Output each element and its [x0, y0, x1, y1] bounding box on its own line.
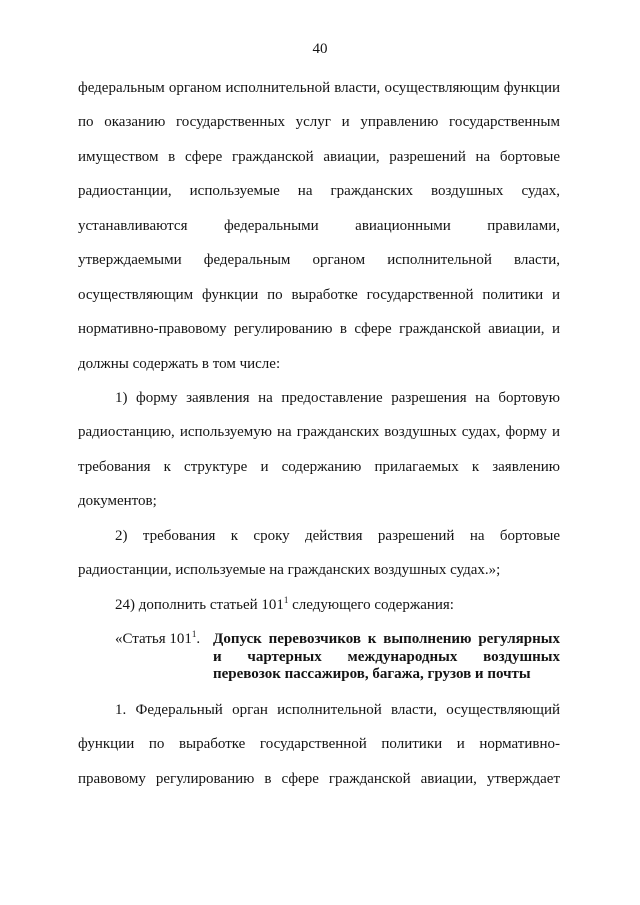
text-line: устанавливаются федеральными авиационными правилами,	[78, 218, 560, 234]
text-line: федеральным органом исполнительной власти, осуществляющим функции	[78, 80, 560, 96]
text-line: 1. Федеральный орган исполнительной власти, осуществляющий	[115, 702, 560, 718]
text-line: 24) дополнить статьей $101^1$ следующего содержания:	[115, 595, 454, 613]
text-line: нормативно-правовому регулированию в сфере гражданской авиации, и	[78, 321, 560, 337]
page-number: 40	[312, 41, 328, 57]
text-line: функции по выработке государственной политики и нормативно-	[78, 736, 560, 752]
text-line: документов;	[78, 493, 157, 509]
text-line: правовому регулированию в сфере гражданской авиации, утверждает	[78, 771, 560, 787]
text-line: имуществом в сфере гражданской авиации, разрешений на бортовые	[78, 149, 560, 165]
text-line: радиостанцию, используемую на гражданских воздушных судах, форму и	[78, 424, 560, 440]
article-number: «Статья $101^1$.	[115, 629, 201, 647]
text-line: должны содержать в том числе:	[78, 356, 281, 372]
text-line: требования к структуре и содержанию прилагаемых к заявлению	[78, 459, 560, 475]
article-title	[213, 631, 560, 684]
text-line: утверждаемыми федеральным органом исполнительной власти,	[78, 252, 560, 268]
text-line: по оказанию государственных услуг и управлению государственным	[78, 114, 560, 130]
text-line: 1) форму заявления на предоставление разрешения на бортовую	[115, 390, 560, 406]
article-title-line: перевозок пассажиров, багажа, грузов и почты	[213, 666, 531, 682]
text-line: 2) требования к сроку действия разрешений на бортовые	[115, 528, 560, 544]
text-line: радиостанции, используемые на гражданских воздушных судах.»;	[78, 562, 501, 578]
text-line: радиостанции, используемые на гражданских воздушных судах,	[78, 183, 560, 199]
article-title-line: Допуск перевозчиков к выполнению регулярных	[213, 631, 560, 647]
article-title-line: и чартерных международных воздушных	[213, 648, 560, 665]
text-line: осуществляющим функции по выработке государственной политики и	[78, 287, 560, 303]
